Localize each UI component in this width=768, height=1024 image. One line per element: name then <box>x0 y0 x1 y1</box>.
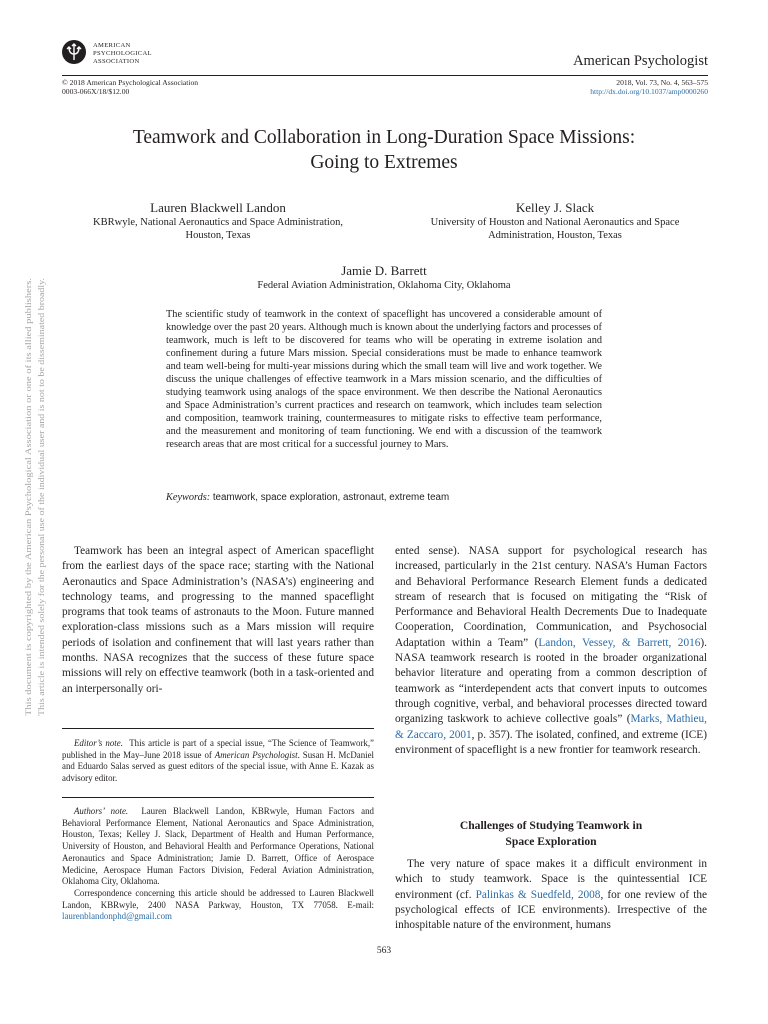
author-name: Lauren Blackwell Landon <box>150 200 286 215</box>
journal-name: American Psychologist <box>573 53 708 69</box>
paragraph-text: , for one review of the psychological effects of ICE environments). Irrespective of the inhospitable nature of the environment, humans <box>395 888 708 932</box>
correspondence-paragraph <box>62 888 374 923</box>
logo-line-2: PSYCHOLOGICAL <box>93 50 152 57</box>
paragraph-text: ). NASA teamwork research is rooted in the broader organizational behavior literature and operating from a common description of teamwork as “interdependent acts that convert inputs to outcomes through cognitive, verbal, and behavioral processes directed toward organizing taskwork to achieve collective goals” ( <box>395 636 707 726</box>
citation-link[interactable]: Marks, Mathieu, & Zaccaro, 2001 <box>395 713 707 741</box>
editors-note-label: Editor’s note. <box>74 738 123 748</box>
keywords-list: teamwork, space exploration, astronaut, extreme team <box>212 492 450 503</box>
citation-link[interactable]: Palinkas & Suedfeld, 2008 <box>475 888 601 901</box>
author-block-1 <box>68 200 368 242</box>
editors-note-text-b: . Susan H. McDaniel and Eduardo Salas served as guest editors of the special issue, with Anne E. Kazak as advisory editor. <box>62 749 375 784</box>
author-affiliation: Federal Aviation Administration, Oklahoma City, Oklahoma <box>257 280 511 291</box>
editors-note-text-a: This article is part of a special issue, “The Science of Teamwork,” published in the May–June 2018 issue of <box>62 738 374 760</box>
section-heading-line-2: Space Exploration <box>505 834 597 848</box>
email-link[interactable]: laurenblandonphd@gmail.com <box>62 911 172 922</box>
author-name: Jamie D. Barrett <box>341 263 427 278</box>
title-line-1: Teamwork and Collaboration in Long-Duration Space Missions: <box>132 127 636 148</box>
author-affiliation: KBRwyle, National Aeronautics and Space Administration, <box>93 217 343 228</box>
article-title <box>0 125 768 175</box>
footnote-rule <box>62 728 374 729</box>
authors-note-paragraph <box>62 806 374 888</box>
copyright-watermark <box>22 276 46 716</box>
author-affiliation: Administration, Houston, Texas <box>488 230 622 241</box>
section-paragraph <box>395 857 707 933</box>
footnote-rule <box>62 797 374 798</box>
section-heading-line-1: Challenges of Studying Teamwork in <box>459 819 643 832</box>
apa-logo-icon <box>62 40 86 64</box>
author-block-2 <box>395 200 715 242</box>
watermark-line-1: This document is copyrighted by the American Psychological Association or one of its allied publishers. <box>23 357 33 716</box>
intro-paragraph: Teamwork has been an integral aspect of American spaceflight from the earliest days of the space race; starting with the National Aeronautics and Space Administration’s (NASA’s) engineering and technology teams, and progressing to the manned spaceflight programs that took teams of astronauts to the Moon. Future manned exploration-class missions such as a Mars mission will require periods of isolation and confinement that will last years rather than months. NASA recognizes that the success of these future space missions will rely on effective teamwork (both in a task-oriented and an interpersonally ori- <box>62 545 374 695</box>
citation-block <box>590 79 708 97</box>
logo-line-1: AMERICAN <box>93 42 131 49</box>
paragraph-text: The very nature of space makes it a difficult environment in which to study teamwork. Space is the quintessential ICE environment (cf. <box>395 858 707 901</box>
title-line-2: Going to Extremes <box>310 152 458 173</box>
editors-note <box>62 738 374 785</box>
watermark-line-2: This article is intended solely for the personal use of the individual user and is not to be disseminated broadly. <box>36 338 46 716</box>
doi-link[interactable]: http://dx.doi.org/10.1037/amp0000260 <box>590 86 708 96</box>
authors-note-text: Lauren Blackwell Landon, KBRwyle, Human Factors and Behavioral Performance Element, National Aeronautics and Space Administration, Houston, Texas; Kelley J. Slack, Department of Health and Human Performance, University of Houston, and Behavioral Health and Performance Operations, National Aeronautics and Space Administration; Jamie D. Barrett, Office of Aerospace Medicine, Aerospace Human Factors Division, Federal Aviation Administration, Oklahoma City, Oklahoma. <box>62 806 374 887</box>
keywords-label: Keywords: <box>166 492 211 503</box>
copyright-block <box>62 79 198 97</box>
author-block-3 <box>140 263 628 292</box>
logo-line-3: ASSOCIATION <box>93 58 140 65</box>
issn-text: 0003-066X/18/$12.00 <box>62 86 130 96</box>
correspondence-text: Correspondence concerning this article should be addressed to Lauren Blackwell Landon, KBRwyle, 2400 NASA Parkway, Houston, TX 77058. E-mail: <box>62 887 374 910</box>
copyright-text: © 2018 American Psychological Association <box>62 78 199 87</box>
continuation-paragraph <box>395 544 707 758</box>
keywords <box>166 491 602 504</box>
citation-link[interactable]: Landon, Vessey, & Barrett, 2016 <box>538 636 701 649</box>
authors-note-label: Authors’ note. <box>74 806 129 816</box>
section-heading <box>395 818 707 849</box>
editors-note-journal: American Psychologist <box>214 749 298 760</box>
authors-note <box>62 806 374 923</box>
author-affiliation: University of Houston and National Aeronautics and Space <box>430 217 680 228</box>
paragraph-text: ented sense). NASA support for psychological research has increased, particularly in the 21st century. NASA’s Human Factors and Behavioral Performance Research Element funds a dedicated stream of research that is focused on mitigating the “Risk of Performance and Behavioral Health Decrements Due to Inadequate Cooperation, Coordination, Communication, and Psychosocial Adaptation within a Team” ( <box>395 545 707 649</box>
header-rule <box>62 75 708 76</box>
citation-text: 2018, Vol. 73, No. 4, 563–575 <box>616 78 708 87</box>
page-number: 563 <box>376 946 392 956</box>
paragraph-text: , p. 357). The isolated, confined, and extreme (ICE) environment of spaceflight is a new frontier for teamwork research. <box>395 728 707 756</box>
logo-wordmark <box>93 42 152 66</box>
abstract: The scientific study of teamwork in the context of spaceflight has uncovered a considerable amount of knowledge over the past 20 years. Although much is known about the underlying factors and processes of teamwork, much is left to be discovered for teams who will be operating in extreme isolation and confinement during a future Mars mission. Special considerations must be made to enhance teamwork and team well-being for multi-year missions during which the small team will live and work together. We discuss the unique challenges of effective teamwork in a Mars mission scenario, and the difficulties of studying teamwork using analogs of the space environment. We then describe the National Aeronautics and Space Administration’s current practices and research on teamwork, which includes team selection and composition, teamwork training, countermeasures to mitigate risks to effective team performance, and the measurement and monitoring of team functioning. We end with a discussion of the teamwork research areas that are most critical for a successful journey to Mars. <box>166 309 602 450</box>
author-name: Kelley J. Slack <box>515 200 595 215</box>
author-affiliation: Houston, Texas <box>185 230 251 241</box>
